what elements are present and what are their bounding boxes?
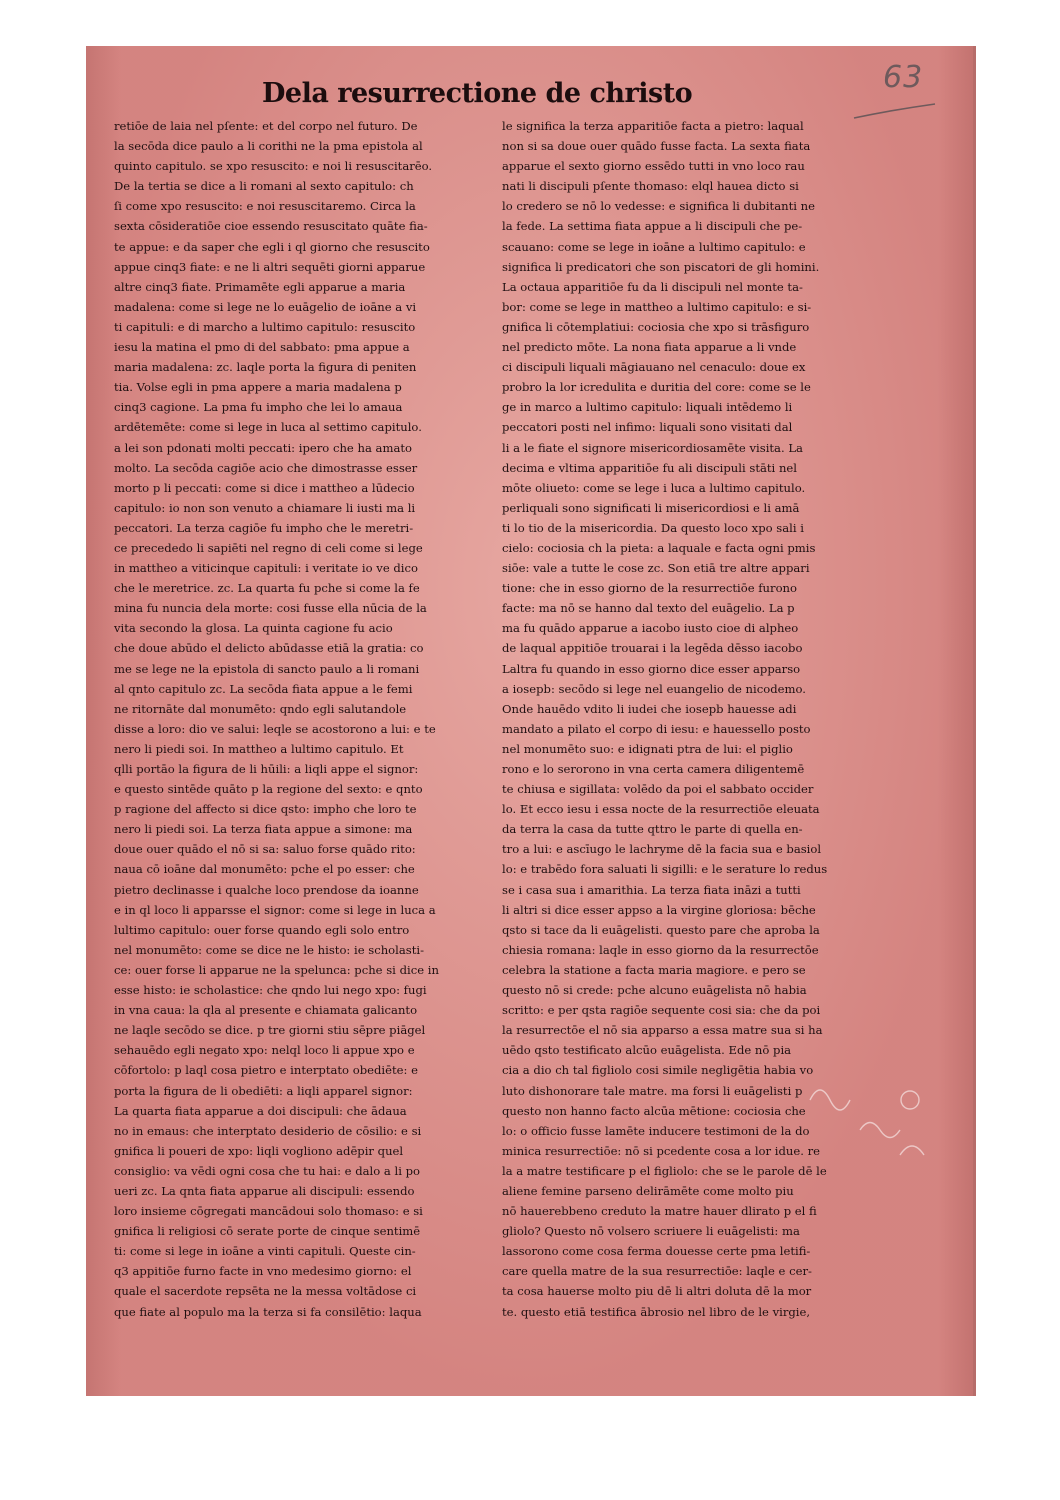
text-line: uēdo qsto testificato alcūo euāgelista. Ede nō pia <box>502 1043 792 1058</box>
text-line: De la tertia se dice a li romani al sexto capitulo: ch <box>114 179 414 194</box>
text-line: te. questo etiā testifica ābrosio nel libro de le virgie, <box>502 1304 811 1319</box>
text-line: celebra la statione a facta maria magiore. e pero se <box>502 962 806 977</box>
text-line: scauano: come se lege in ioāne a lultimo capitulo: e <box>502 239 806 254</box>
text-line: tione: che in esso giorno de la resurrectiōe furono <box>502 581 797 596</box>
text-line: lo: o officio fusse lamēte inducere testimoni de la do <box>502 1123 810 1138</box>
text-line: disse a loro: dio ve salui: leqle se acostorono a lui: e te <box>114 721 436 736</box>
folio-number: 63 <box>883 60 924 95</box>
text-line: significa li predicatori che son piscatori de gli homini. <box>502 259 820 274</box>
text-line: minica resurrectiōe: nō si pcedente cosa a lor idue. re <box>502 1143 820 1158</box>
text-line: non si sa doue ouer quādo fusse facta. La sexta fiata <box>502 139 811 154</box>
text-line: vita secondo la glosa. La quinta cagione fu acio <box>114 621 393 636</box>
text-line: peccatori. La terza cagiōe fu impho che le meretri- <box>114 520 414 535</box>
text-line: La octaua apparitiōe fu da li discipuli nel monte ta- <box>502 279 803 294</box>
text-line: cielo: cociosia ch la pieta: a laquale e facta ogni pmis <box>502 540 816 555</box>
text-line: nati li discipuli pſente thomaso: elql hauea dicto si <box>502 179 799 194</box>
text-line: gnifica li cōtemplatiui: cociosia che xpo si trāsfiguro <box>502 319 810 334</box>
text-line: madalena: come si lege ne lo euāgelio de ioāne a vi <box>114 299 417 314</box>
text-line: apparue el sexto giorno essēdo tutti in vno loco rau <box>502 159 805 174</box>
text-line: La quarta fiata apparue a doi discipuli: che ādaua <box>114 1103 407 1118</box>
text-line: a lei son pdonati molti peccati: ipero che ha amato <box>114 440 412 455</box>
text-line: mina fu nuncia dela morte: cosi fusse ella nūcia de la <box>114 601 427 616</box>
text-line: la a matre testificare p el figliolo: che se le parole dē le <box>502 1163 827 1178</box>
left-column <box>114 116 488 1319</box>
text-line: ſi come xpo resuscito: e noi resuscitaremo. Circa la <box>114 199 416 214</box>
text-line: che doue abūdo el delicto abūdasse etiā la gratia: co <box>114 641 424 656</box>
text-line: questo non hanno facto alcūa mētione: cociosia che <box>502 1103 806 1118</box>
text-line: mōte oliueto: come se lege i luca a lultimo capitulo. <box>502 480 806 495</box>
text-line: rono e lo serorono in vna certa camera diligentemē <box>502 762 805 776</box>
text-line: ti capituli: e di marcho a lultimo capitulo: resuscito <box>114 319 416 334</box>
text-line: tia. Volse egli in pma appere a maria madalena p <box>114 380 402 395</box>
text-line: chiesia romana: laqle in esso giorno da la resurrectōe <box>502 942 819 957</box>
text-line: morto p li peccati: come si dice i mattheo a lūdecio <box>114 480 415 495</box>
text-line: ta cosa hauerse molto piu dē li altri doluta dē la mor <box>502 1284 812 1299</box>
text-line: de laqual appitiōe trouarai i la legēda dēsso iacobo <box>502 641 803 656</box>
text-line: me se lege ne la epistola di sancto paulo a li romani <box>114 661 420 676</box>
text-line: e questo sintēde quāto p la regione del sexto: e qnto <box>114 782 423 797</box>
text-line: peccatori posti nel infimo: liquali sono visitati dal <box>502 420 793 435</box>
text-line: iesu la matina el pmo di del sabbato: pma appue a <box>114 340 410 355</box>
text-line: appue cinq3 fiate: e ne li altri sequēti giorni apparue <box>114 259 426 274</box>
text-line: nel monumēto: come se dice ne le histo: ie scholasti- <box>114 942 425 957</box>
text-line: cōfortolo: p laql cosa pietro e interptato obediēte: e <box>114 1063 418 1078</box>
text-line: la resurrectōe el nō sia apparso a essa matre sua si ha <box>502 1023 823 1038</box>
text-line: lo credero se nō lo vedesse: e significa li dubitanti ne <box>502 199 815 214</box>
text-line: ardētemēte: come si lege in luca al settimo capitulo. <box>114 420 422 435</box>
text-line: la secōda dice paulo a li corithi ne la pma epistola al <box>114 139 423 154</box>
text-line: ma fu quādo apparue a iacobo iusto cioe di alpheo <box>502 621 799 636</box>
text-line: decima e vltima apparitiōe fu ali discipuli stāti nel <box>502 460 797 475</box>
text-line: ce: ouer forse li apparue ne la spelunca: pche si dice in <box>114 962 439 977</box>
text-line: ge in marco a lultimo capitulo: liquali intēdemo li <box>502 400 793 415</box>
text-line: Onde hauēdo vdito li iudei che iosepb hauesse adi <box>502 701 797 716</box>
text-line: quinto capitulo. se xpo resuscito: e noi li resuscitarēo. <box>114 159 433 174</box>
text-line: loro insieme cōgregati mancādoui solo thomaso: e si <box>114 1204 423 1219</box>
text-line: qlli portāo la figura de li hūili: a liqli appe el signor: <box>114 762 419 776</box>
text-line: cinq3 cagione. La pma fu impho che lei lo amaua <box>114 400 403 415</box>
text-line: perliquali sono significati li misericordiosi e li amā <box>502 500 800 515</box>
text-line: questo nō si crede: pche alcuno euāgelista nō habia <box>502 983 807 998</box>
text-line: consiglio: va vēdi ogni cosa che tu hai: e dalo a li po <box>114 1163 421 1178</box>
text-line: lultimo capitulo: ouer forse quando egli solo entro <box>114 922 410 937</box>
text-line: p ragione del affecto si dice qsto: impho che loro te <box>114 802 417 817</box>
text-line: nō hauerebbeno creduto la matre hauer dlirato p el fi <box>502 1204 817 1219</box>
text-line: ci discipuli liquali māgiauano nel cenaculo: doue ex <box>502 360 806 375</box>
text-line: li a le fiate el signore misericordiosamēte visita. La <box>502 440 803 455</box>
text-line: retiōe de laia nel pſente: et del corpo nel futuro. De <box>114 119 418 133</box>
text-line: sexta cōsideratiōe cioe essendo resuscitato quāte fia- <box>114 219 428 234</box>
text-line: maria madalena: zc. laqle porta la figura di peniten <box>114 360 417 375</box>
text-line: Laltra fu quando in esso giorno dice esser apparso <box>502 661 801 676</box>
text-line: la fede. La settima fiata appue a li discipuli che pe- <box>502 219 803 234</box>
text-line: te appue: e da saper che egli i ql giorno che resuscito <box>114 239 430 254</box>
text-line: nero li piedi soi. La terza fiata appue a simone: ma <box>114 822 413 837</box>
text-line: naua cō ioāne dal monumēto: pche el po esser: che <box>114 862 415 877</box>
text-line: porta la figura de li obediēti: a liqli apparel signor: <box>114 1083 413 1098</box>
text-line: gliolo? Questo nō volsero scriuere li euāgelisti: ma <box>502 1224 800 1239</box>
text-line: molto. La secōda cagiōe acio che dimostrasse esser <box>114 460 418 475</box>
text-line: siōe: vale a tutte le cose zc. Son etiā tre altre appari <box>502 561 810 576</box>
text-line: in mattheo a viticinque capituli: i veritate io ve dico <box>114 561 418 576</box>
library-stamp <box>790 1060 950 1180</box>
text-line: no in emaus: che interptato desiderio de cōsilio: e si <box>114 1123 422 1138</box>
text-line: luto dishonorare tale matre. ma forsi li euāgelisti p <box>502 1083 803 1098</box>
text-line: altre cinq3 fiate. Primamēte egli apparue a maria <box>114 279 406 294</box>
text-line: se i casa sua i amarithia. La terza fiata ināzi a tutti <box>502 882 801 897</box>
text-line: doue ouer quādo el nō si sa: saluo forse quādo rito: <box>114 842 416 857</box>
text-line: da terra la casa da tutte qttro le parte di quella en- <box>502 822 803 837</box>
text-line: sehauēdo egli negato xpo: nelql loco li appue xpo e <box>114 1043 415 1058</box>
text-line: al qnto capitulo zc. La secōda fiata appue a le femi <box>114 681 413 696</box>
text-line: te chiusa e sigillata: volēdo da poi el sabbato occider <box>502 782 814 797</box>
text-line: gnifica li religiosi cō serate porte de cinque sentimē <box>114 1224 421 1239</box>
text-line: capitulo: io non son venuto a chiamare li iusti ma li <box>114 500 416 515</box>
text-line: a iosepb: secōdo si lege nel euangelio de nicodemo. <box>502 681 806 696</box>
text-line: bor: come se lege in mattheo a lultimo capitulo: e si- <box>502 299 812 314</box>
text-line: q3 appitiōe furno facte in vno medesimo giorno: el <box>114 1264 412 1279</box>
text-line: mandato a pilato el corpo di iesu: e hauessello posto <box>502 721 811 736</box>
text-line: lo. Et ecco iesu i essa nocte de la resurrectiōe eleuata <box>502 802 820 817</box>
text-line: ti lo tio de la misericordia. Da questo loco xpo sali i <box>502 520 804 535</box>
text-line: che le meretrice. zc. La quarta fu pche si come la fe <box>114 581 420 596</box>
text-line: scritto: e per qsta ragiōe sequente cosi sia: che da poi <box>502 1003 821 1018</box>
text-line: probro la lor icredulita e duritia del core: come se le <box>502 380 811 395</box>
text-line: lassorono come cosa ferma douesse certe pma letifi- <box>502 1244 811 1259</box>
text-line: care quella matre de la sua resurrectiōe: laqle e cer- <box>502 1264 812 1279</box>
text-line: quale el sacerdote repsēta ne la messa voltādose ci <box>114 1284 417 1299</box>
text-line: qsto si tace da li euāgelisti. questo pare che aproba la <box>502 922 820 937</box>
text-line: nel monumēto suo: e idignati ptra de lui: el piglio <box>502 741 793 756</box>
text-line: ne ritornāte dal monumēto: qndo egli salutandole <box>114 701 407 716</box>
text-line: nel predicto mōte. La nona fiata apparue a li vnde <box>502 340 797 355</box>
text-line: ti: come si lege in ioāne a vinti capituli. Queste cin- <box>114 1244 416 1259</box>
text-line: ueri zc. La qnta fiata apparue ali discipuli: essendo <box>114 1183 415 1198</box>
text-line: ce precededo li sapiēti nel regno di celi come si lege <box>114 540 423 555</box>
text-line: pietro declinasse i qualche loco prendose da ioanne <box>114 882 419 897</box>
text-line: tro a lui: e ascīugo le lachryme dē la facia sua e basiol <box>502 842 822 857</box>
text-line: esse histo: ie scholastice: che qndo lui nego xpo: fugi <box>114 983 427 998</box>
text-line: gnifica li poueri de xpo: liqli vogliono adēpir quel <box>114 1143 404 1158</box>
text-line: lo: e trabēdo fora saluati li sigilli: e le serature lo redus <box>502 862 828 877</box>
text-line: li altri si dice esser appso a la virgine gloriosa: bēche <box>502 902 816 917</box>
text-line: que fiate al populo ma la terza si fa consilētio: laqua <box>114 1304 422 1319</box>
text-line: le significa la terza apparitiōe facta a pietro: laqual <box>502 119 804 133</box>
text-line: facte: ma nō se hanno dal texto del euāgelio. La p <box>502 601 795 616</box>
text-line: cia a dio ch tal figliolo cosi simile negligētia habia vo <box>502 1063 814 1078</box>
text-line: aliene femine parseno delirāmēte come molto piu <box>502 1183 794 1198</box>
pencil-mark <box>852 100 937 120</box>
page-header: Dela resurrectione de christo <box>262 78 693 109</box>
text-line: nero li piedi soi. In mattheo a lultimo capitulo. Et <box>114 741 404 756</box>
text-line: e in ql loco li apparsse el signor: come si lege in luca a <box>114 902 436 917</box>
text-line: in vna caua: la qla al presente e chiamata galicanto <box>114 1003 418 1018</box>
text-line: ne laqle secōdo se dice. p tre giorni stiu sēpre piāgel <box>114 1023 426 1038</box>
